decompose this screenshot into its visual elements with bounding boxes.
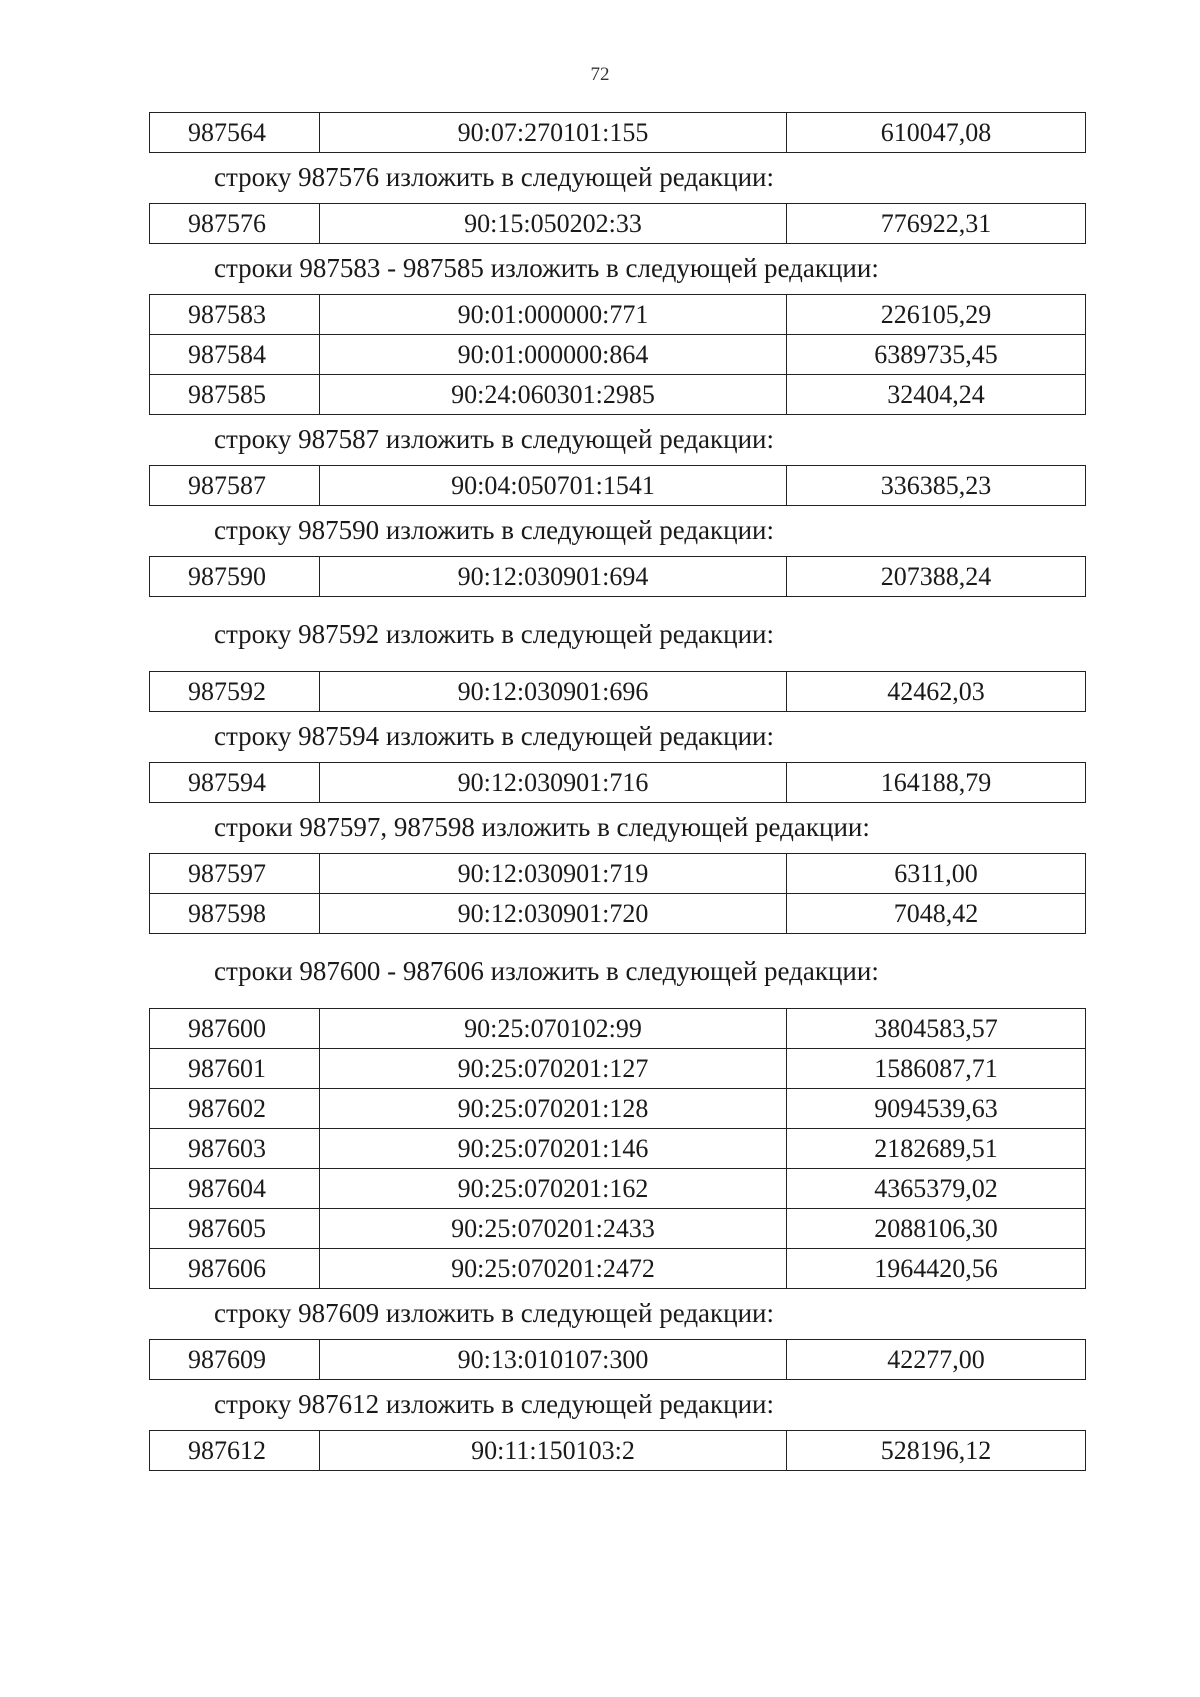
- value-cell: 6389735,45: [787, 335, 1086, 375]
- value-cell: 226105,29: [787, 295, 1086, 335]
- table-row: [150, 1089, 1086, 1129]
- value-cell: 207388,24: [787, 557, 1086, 597]
- amendment-instruction: строку 987594 изложить в следующей редакции:: [214, 721, 775, 751]
- cadastral-number-cell: 90:12:030901:694: [320, 557, 787, 597]
- cadastral-number-cell: 90:01:000000:771: [320, 295, 787, 335]
- table-row: [150, 1129, 1086, 1169]
- value-cell: 9094539,63: [787, 1089, 1086, 1129]
- value-cell: 164188,79: [787, 763, 1086, 803]
- cadastral-number-cell: 90:12:030901:719: [320, 854, 787, 894]
- value-cell: 42277,00: [787, 1340, 1086, 1380]
- value-cell: 2182689,51: [787, 1129, 1086, 1169]
- amendment-table: [149, 556, 1086, 597]
- table-row: [150, 557, 1086, 597]
- cadastral-number-cell: 90:11:150103:2: [320, 1431, 787, 1471]
- cadastral-number-cell: 90:15:050202:33: [320, 204, 787, 244]
- row-number-cell: 987592: [150, 672, 320, 712]
- row-number-cell: 987600: [150, 1009, 320, 1049]
- value-cell: 1586087,71: [787, 1049, 1086, 1089]
- value-cell: 528196,12: [787, 1431, 1086, 1471]
- row-number-cell: 987598: [150, 894, 320, 934]
- amendment-table: [149, 294, 1086, 415]
- amendment-instruction: строку 987587 изложить в следующей редакции:: [214, 424, 775, 454]
- table-row: [150, 1340, 1086, 1380]
- table-row: [150, 1249, 1086, 1289]
- value-cell: 32404,24: [787, 375, 1086, 415]
- table-row: [150, 295, 1086, 335]
- document-body: [149, 112, 1083, 1471]
- cadastral-number-cell: 90:13:010107:300: [320, 1340, 787, 1380]
- value-cell: 3804583,57: [787, 1009, 1086, 1049]
- cadastral-number-cell: 90:25:070201:146: [320, 1129, 787, 1169]
- amendment-instruction: строку 987609 изложить в следующей редакции:: [214, 1298, 775, 1328]
- row-number-cell: 987606: [150, 1249, 320, 1289]
- amendment-instruction: строку 987612 изложить в следующей редакции:: [214, 1389, 775, 1419]
- table-row: [150, 894, 1086, 934]
- value-cell: 6311,00: [787, 854, 1086, 894]
- amendment-table: [149, 762, 1086, 803]
- row-number-cell: 987604: [150, 1169, 320, 1209]
- value-cell: 4365379,02: [787, 1169, 1086, 1209]
- amendment-instruction: строки 987597, 987598 изложить в следующей редакции:: [214, 812, 870, 842]
- table-row: [150, 335, 1086, 375]
- amendment-instruction: строку 987592 изложить в следующей редакции:: [214, 619, 775, 649]
- row-number-cell: 987605: [150, 1209, 320, 1249]
- cadastral-number-cell: 90:25:070201:162: [320, 1169, 787, 1209]
- cadastral-number-cell: 90:01:000000:864: [320, 335, 787, 375]
- value-cell: 610047,08: [787, 113, 1086, 153]
- amendment-instruction: строку 987576 изложить в следующей редакции:: [214, 162, 775, 192]
- cadastral-number-cell: 90:04:050701:1541: [320, 466, 787, 506]
- amendment-table: [149, 203, 1086, 244]
- value-cell: 1964420,56: [787, 1249, 1086, 1289]
- cadastral-number-cell: 90:25:070201:128: [320, 1089, 787, 1129]
- row-number-cell: 987585: [150, 375, 320, 415]
- row-number-cell: 987601: [150, 1049, 320, 1089]
- row-number-cell: 987602: [150, 1089, 320, 1129]
- cadastral-number-cell: 90:07:270101:155: [320, 113, 787, 153]
- cadastral-number-cell: 90:25:070102:99: [320, 1009, 787, 1049]
- value-cell: 776922,31: [787, 204, 1086, 244]
- table-row: [150, 1169, 1086, 1209]
- row-number-cell: 987583: [150, 295, 320, 335]
- row-number-cell: 987584: [150, 335, 320, 375]
- row-number-cell: 987597: [150, 854, 320, 894]
- table-row: [150, 1431, 1086, 1471]
- amendment-instruction: строки 987600 - 987606 изложить в следующей редакции:: [214, 956, 879, 986]
- amendment-table: [149, 1008, 1086, 1289]
- value-cell: 42462,03: [787, 672, 1086, 712]
- table-row: [150, 466, 1086, 506]
- amendment-table: [149, 671, 1086, 712]
- cadastral-number-cell: 90:12:030901:696: [320, 672, 787, 712]
- table-row: [150, 1209, 1086, 1249]
- row-number-cell: 987590: [150, 557, 320, 597]
- table-row: [150, 204, 1086, 244]
- table-row: [150, 854, 1086, 894]
- amendment-instruction: строки 987583 - 987585 изложить в следующей редакции:: [214, 253, 879, 283]
- row-number-cell: 987612: [150, 1431, 320, 1471]
- row-number-cell: 987576: [150, 204, 320, 244]
- cadastral-number-cell: 90:25:070201:127: [320, 1049, 787, 1089]
- table-row: [150, 375, 1086, 415]
- row-number-cell: 987609: [150, 1340, 320, 1380]
- table-row: [150, 763, 1086, 803]
- cadastral-number-cell: 90:12:030901:716: [320, 763, 787, 803]
- cadastral-number-cell: 90:25:070201:2472: [320, 1249, 787, 1289]
- amendment-instruction: строку 987590 изложить в следующей редакции:: [214, 515, 775, 545]
- table-row: [150, 672, 1086, 712]
- page-number: 72: [590, 64, 610, 85]
- value-cell: 7048,42: [787, 894, 1086, 934]
- value-cell: 2088106,30: [787, 1209, 1086, 1249]
- amendment-table: [149, 1339, 1086, 1380]
- cadastral-number-cell: 90:12:030901:720: [320, 894, 787, 934]
- value-cell: 336385,23: [787, 466, 1086, 506]
- table-row: [150, 1049, 1086, 1089]
- row-number-cell: 987587: [150, 466, 320, 506]
- amendment-table: [149, 853, 1086, 934]
- row-number-cell: 987564: [150, 113, 320, 153]
- cadastral-number-cell: 90:24:060301:2985: [320, 375, 787, 415]
- table-row: [150, 1009, 1086, 1049]
- amendment-table: [149, 1430, 1086, 1471]
- row-number-cell: 987594: [150, 763, 320, 803]
- amendment-table: [149, 112, 1086, 153]
- amendment-table: [149, 465, 1086, 506]
- row-number-cell: 987603: [150, 1129, 320, 1169]
- cadastral-number-cell: 90:25:070201:2433: [320, 1209, 787, 1249]
- table-row: [150, 113, 1086, 153]
